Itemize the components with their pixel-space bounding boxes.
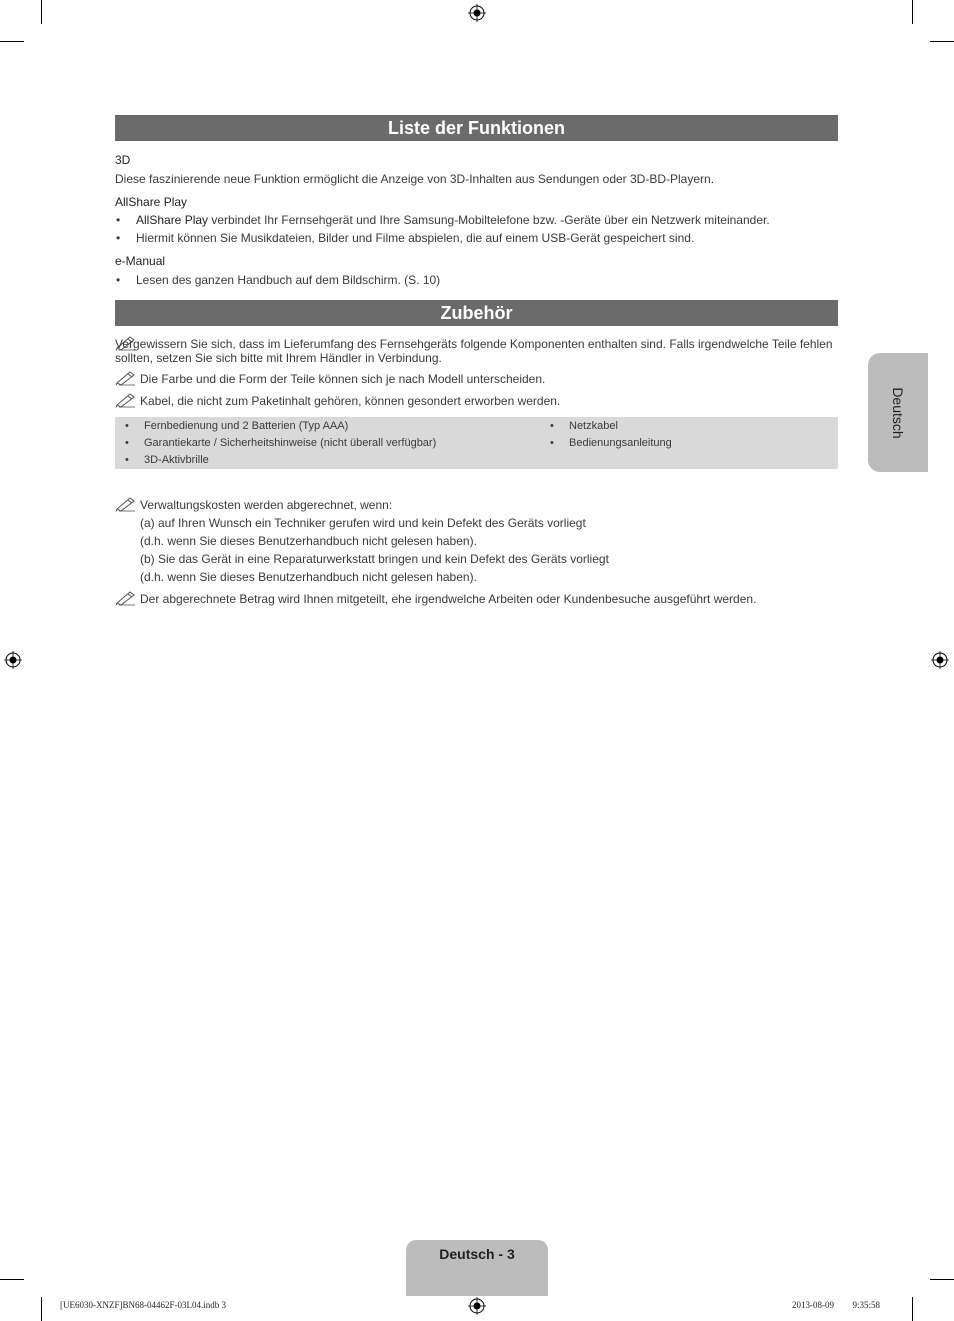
cost-note-line: (d.h. wenn Sie dieses Benutzerhandbuch nicht gelesen haben). xyxy=(140,534,477,548)
bullet-icon: • xyxy=(125,437,129,449)
footer-file-info: [UE6030-XNZF]BN68-04462F-03L04.indb 3 xyxy=(60,1300,226,1310)
accessory-label: 3D-Aktivbrille xyxy=(144,454,209,466)
page-number-label: Deutsch - 3 xyxy=(439,1246,515,1262)
pencil-note-icon xyxy=(115,370,137,386)
note-text: Vergewissern Sie sich, dass im Lieferumfang des Fernsehgeräts folgende Komponenten enthalten sind. Falls irgendwelche Teile fehlen sollten, setzen Sie sich bitte mit Ihrem Händler in Verbindung. xyxy=(115,337,833,365)
accessory-label: Bedienungsanleitung xyxy=(569,437,672,449)
bullet-text: verbindet Ihr Fernsehgerät und Ihre Samsung-Mobiltelefone bzw. -Geräte über ein Netzwerk miteinander. xyxy=(208,213,770,227)
bullet-icon: • xyxy=(116,231,121,245)
crop-mark xyxy=(912,1297,913,1321)
crop-mark xyxy=(41,1297,42,1321)
registration-mark-icon xyxy=(468,4,486,22)
footer-timestamp: 2013-08-09 ￿￿ 9:35:58 xyxy=(792,1300,880,1310)
crop-mark xyxy=(912,0,913,24)
feature-text-3d: Diese faszinierende neue Funktion ermöglicht die Anzeige von 3D-Inhalten aus Sendungen oder 3D-BD-Playern. xyxy=(115,172,715,186)
cost-note-line: (d.h. wenn Sie dieses Benutzerhandbuch nicht gelesen haben). xyxy=(140,570,477,584)
bold-term: AllShare Play xyxy=(136,213,209,227)
crop-mark xyxy=(0,1279,24,1280)
registration-mark-icon xyxy=(931,651,949,669)
language-tab xyxy=(868,353,928,472)
pencil-note-icon xyxy=(115,590,137,606)
cost-note-line: (b) Sie das Gerät in eine Reparaturwerkstatt bringen und kein Defekt des Geräts vorliegt xyxy=(140,552,609,566)
section-title-functions: Liste der Funktionen xyxy=(115,115,838,141)
bullet-icon: • xyxy=(116,213,121,227)
bullet-text: Lesen des ganzen Handbuch auf dem Bildschirm. (S. 10) xyxy=(136,273,441,287)
page-number-tab xyxy=(406,1240,548,1296)
feature-heading-3d: 3D xyxy=(115,153,131,167)
accessory-label: Garantiekarte / Sicherheitshinweise (nicht überall verfügbar) xyxy=(144,437,437,449)
section-title-accessories: Zubehör xyxy=(115,300,838,326)
accessory-label: Netzkabel xyxy=(569,420,618,432)
cost-note-line: (a) auf Ihren Wunsch ein Techniker gerufen wird und kein Defekt des Geräts vorliegt xyxy=(140,516,586,530)
pencil-note-icon xyxy=(115,392,137,408)
language-tab-label: Deutsch xyxy=(890,386,906,439)
bullet-icon: • xyxy=(550,420,554,432)
bullet-icon: • xyxy=(550,437,554,449)
accessory-label: Fernbedienung und 2 Batterien (Typ AAA) xyxy=(144,420,349,432)
bullet-icon: • xyxy=(116,273,121,287)
bullet-icon: • xyxy=(125,420,129,432)
registration-mark-icon xyxy=(468,1297,486,1315)
note-text: Kabel, die nicht zum Paketinhalt gehören, können gesondert erworben werden. xyxy=(140,394,561,408)
registration-mark-icon xyxy=(4,651,22,669)
note-text: Die Farbe und die Form der Teile können sich je nach Modell unterscheiden. xyxy=(140,372,546,386)
cost-note-intro: Verwaltungskosten werden abgerechnet, wenn: xyxy=(140,498,393,512)
crop-mark xyxy=(930,41,954,42)
bullet-text: Hiermit können Sie Musikdateien, Bilder und Filme abspielen, die auf einem USB-Gerät gespeichert sind. xyxy=(136,231,695,245)
crop-mark xyxy=(41,0,42,24)
feature-heading-emanual: e-Manual xyxy=(115,254,166,268)
pencil-note-icon xyxy=(115,496,137,512)
crop-mark xyxy=(930,1279,954,1280)
note-item xyxy=(115,337,838,365)
bullet-icon: • xyxy=(125,454,129,466)
note-text: Der abgerechnete Betrag wird Ihnen mitgeteilt, ehe irgendwelche Arbeiten oder Kundenbesuche ausgeführt werden. xyxy=(140,592,757,606)
feature-heading-allshare: AllShare Play xyxy=(115,195,188,209)
crop-mark xyxy=(0,41,24,42)
accessories-box xyxy=(115,417,838,469)
